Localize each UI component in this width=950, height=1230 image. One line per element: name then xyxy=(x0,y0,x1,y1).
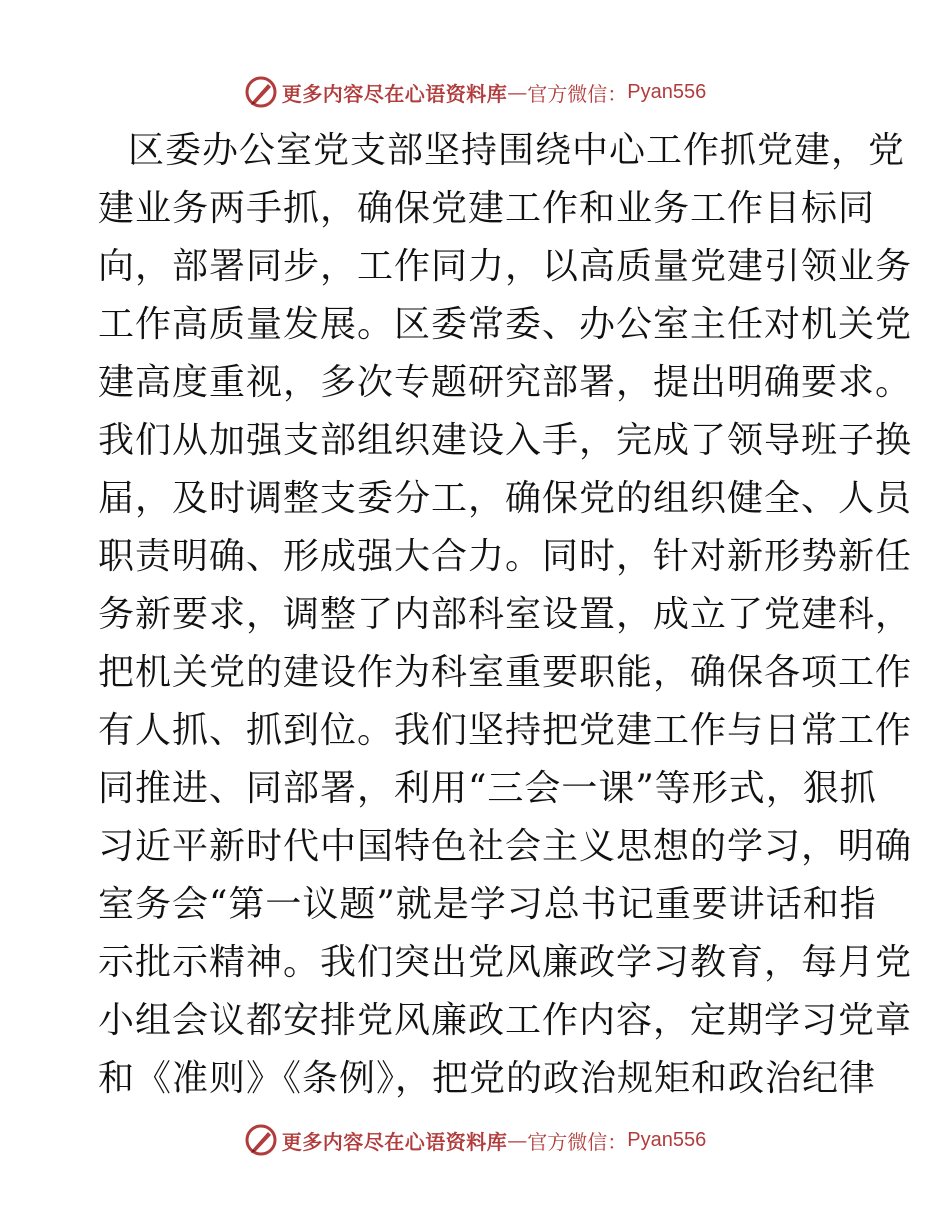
text-line: 届，及时调整支委分工，确保党的组织健全、人员 xyxy=(98,478,913,519)
text-line: 区委办公室党支部坚持围绕中心工作抓党建，党 xyxy=(128,130,906,171)
quill-pen-logo-icon xyxy=(244,1123,278,1157)
footer-banner xyxy=(0,1120,950,1160)
text-line: 小组会议都安排党风廉政工作内容，定期学习党章 xyxy=(98,1000,913,1041)
text-line: 示批示精神。我们突出党风廉政学习教育，每月党 xyxy=(98,942,913,983)
quill-pen-logo-icon xyxy=(244,75,278,109)
text-line: 务新要求，调整了内部科室设置，成立了党建科， xyxy=(98,594,913,635)
text-line: 建业务两手抓，确保党建工作和业务工作目标同 xyxy=(98,188,876,229)
footer-brand-text: 更多内容尽在心语资料库 xyxy=(281,1129,508,1154)
text-line: 室务会“第一议题”就是学习总书记重要讲话和指 xyxy=(98,884,877,925)
text-line: 我们从加强支部组织建设入手，完成了领导班子换 xyxy=(98,420,913,461)
text-line: 向，部署同步，工作同力，以高质量党建引领业务 xyxy=(98,246,913,287)
body-text xyxy=(98,122,913,1108)
header-wechat-label: 官方微信： xyxy=(527,81,628,106)
text-line: 习近平新时代中国特色社会主义思想的学习，明确 xyxy=(98,826,913,867)
text-line: 有人抓、抓到位。我们坚持把党建工作与日常工作 xyxy=(98,710,913,751)
text-line: 把机关党的建设作为科室重要职能，确保各项工作 xyxy=(98,652,913,693)
footer-wechat-label: 官方微信： xyxy=(527,1129,628,1154)
header-brand-text: 更多内容尽在心语资料库 xyxy=(281,81,508,106)
footer-separator: — xyxy=(507,1128,528,1152)
text-line: 和《准则》《条例》，把党的政治规矩和政治纪律 xyxy=(98,1058,877,1099)
text-line: 职责明确、形成强大合力。同时，针对新形势新任 xyxy=(98,536,913,577)
text-line: 建高度重视，多次专题研究部署，提出明确要求。 xyxy=(98,362,913,403)
header-separator: — xyxy=(507,80,528,104)
header-wechat-id: Pyan556 xyxy=(627,80,707,103)
header-banner xyxy=(0,72,950,112)
text-line: 同推进、同部署，利用“三会一课”等形式，狠抓 xyxy=(98,768,877,809)
text-line: 工作高质量发展。区委常委、办公室主任对机关党 xyxy=(98,304,913,345)
footer-wechat-id: Pyan556 xyxy=(627,1128,707,1151)
